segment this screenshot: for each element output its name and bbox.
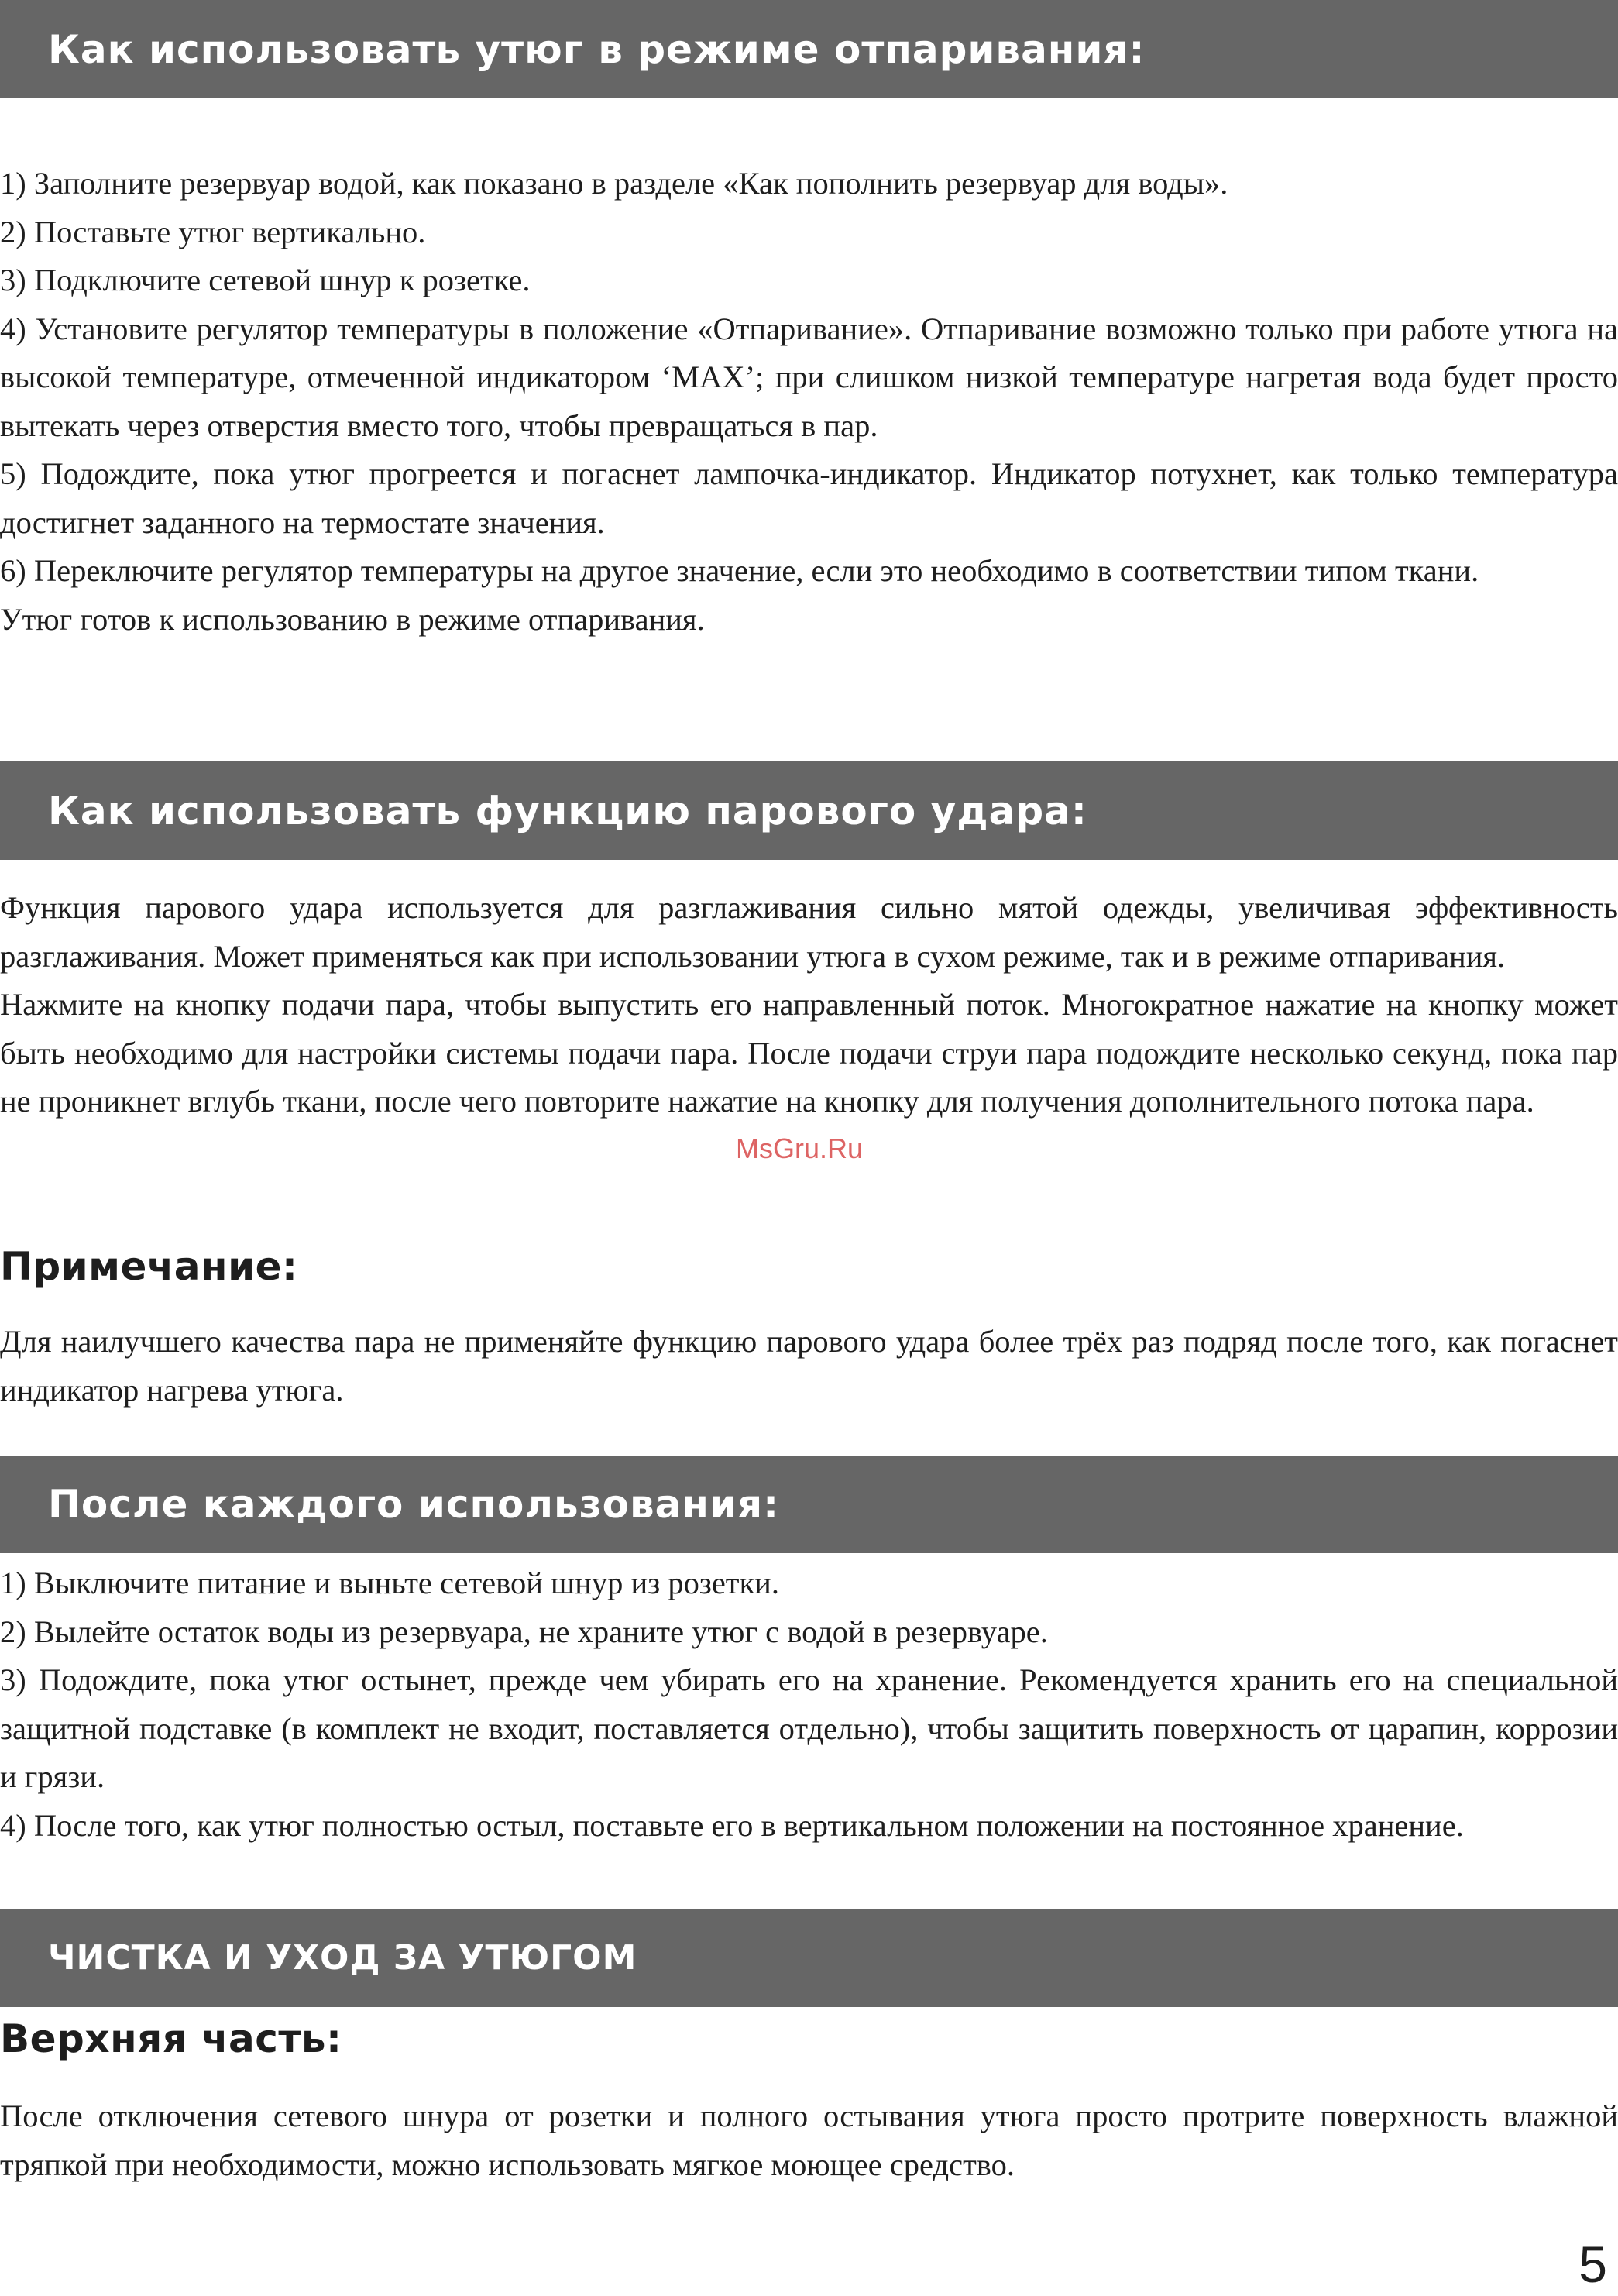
steam-mode-ready: Утюг готов к использованию в режиме отпаривания. bbox=[0, 601, 705, 637]
top-part-heading: Верхняя часть: bbox=[0, 2016, 342, 2061]
top-part-paragraph: После отключения сетевого шнура от розетки и полного остывания утюга просто протрите поверхность влажной тряпкой при необходимости, можно использовать мягкое моющее средство. bbox=[0, 2098, 1618, 2182]
steam-shot-paragraph-2: Нажмите на кнопку подачи пара, чтобы выпустить его направленный поток. Многократное нажатие на кнопку может быть необходимо для настройки системы подачи пара. После подачи струи пара подождите несколько секунд, пока пар не проникнет вглубь ткани, после чего повторите нажатие на кнопку для получения дополнительного потока пара. bbox=[0, 987, 1618, 1119]
watermark: MsGru.Ru bbox=[736, 1133, 864, 1164]
section-title-after-use: После каждого использования: bbox=[48, 1482, 780, 1527]
after-use-step-3: 3) Подождите, пока утюг остынет, прежде чем убирать его на хранение. Рекомендуется хранить его на специальной защитной подставке (в комплект не входит, поставляется отдельно), чтобы защитить поверхность от царапин, коррозии и грязи. bbox=[0, 1662, 1618, 1794]
section-title-steam-mode: Как использовать утюг в режиме отпаривания: bbox=[48, 26, 1146, 72]
section-title-cleaning: ЧИСТКА И УХОД ЗА УТЮГОМ bbox=[48, 1938, 637, 1978]
section-header-steam-mode bbox=[0, 0, 1618, 98]
section-header-after-use bbox=[0, 1456, 1618, 1553]
top-part-text bbox=[0, 2092, 1618, 2189]
section-header-steam-shot bbox=[0, 761, 1618, 860]
after-use-step-4: 4) После того, как утюг полностью остыл, поставьте его в вертикальном положении на постоянное хранение. bbox=[0, 1807, 1464, 1843]
steam-mode-step-5: 5) Подождите, пока утюг прогреется и погаснет лампочка-индикатор. Индикатор потухнет, как только температура достигнет заданного на термостате значения. bbox=[0, 456, 1618, 540]
steam-mode-step-4: 4) Установите регулятор температуры в положение «Отпаривание». Отпаривание возможно только при работе утюга на высокой температуре, отмеченной индикатором ‘MAX’; при слишком низкой температуре нагретая вода будет просто вытекать через отверстия вместо того, чтобы превращаться в пар. bbox=[0, 311, 1618, 443]
section-title-steam-shot: Как использовать функцию парового удара: bbox=[48, 788, 1087, 834]
section-header-cleaning bbox=[0, 1909, 1618, 2007]
steam-mode-step-6: 6) Переключите регулятор температуры на другое значение, если это необходимо в соответствии типом ткани. bbox=[0, 553, 1479, 588]
steam-mode-step-3: 3) Подключите сетевой шнур к розетке. bbox=[0, 263, 531, 297]
page-number: 5 bbox=[1578, 2236, 1607, 2293]
after-use-step-1: 1) Выключите питание и выньте сетевой шнур из розетки. bbox=[0, 1566, 779, 1600]
steam-mode-instructions bbox=[0, 160, 1618, 644]
after-use-step-2: 2) Вылейте остаток воды из резервуара, не храните утюг с водой в резервуаре. bbox=[0, 1614, 1048, 1649]
steam-mode-step-2: 2) Поставьте утюг вертикально. bbox=[0, 214, 426, 249]
steam-shot-paragraph-1: Функция парового удара используется для разглаживания сильно мятой одежды, увеличивая эффективность разглаживания. Может применяться как при использовании утюга в сухом режиме, так и в режиме отпаривания. bbox=[0, 890, 1618, 974]
note-text bbox=[0, 1318, 1618, 1414]
after-use-instructions bbox=[0, 1559, 1618, 1850]
steam-mode-step-1: 1) Заполните резервуар водой, как показано в разделе «Как пополнить резервуар для воды». bbox=[0, 166, 1228, 201]
steam-shot-description bbox=[0, 884, 1618, 1126]
note-paragraph: Для наилучшего качества пара не применяйте функцию парового удара более трёх раз подряд после того, как погаснет индикатор нагрева утюга. bbox=[0, 1324, 1618, 1408]
note-heading: Примечание: bbox=[0, 1244, 298, 1289]
